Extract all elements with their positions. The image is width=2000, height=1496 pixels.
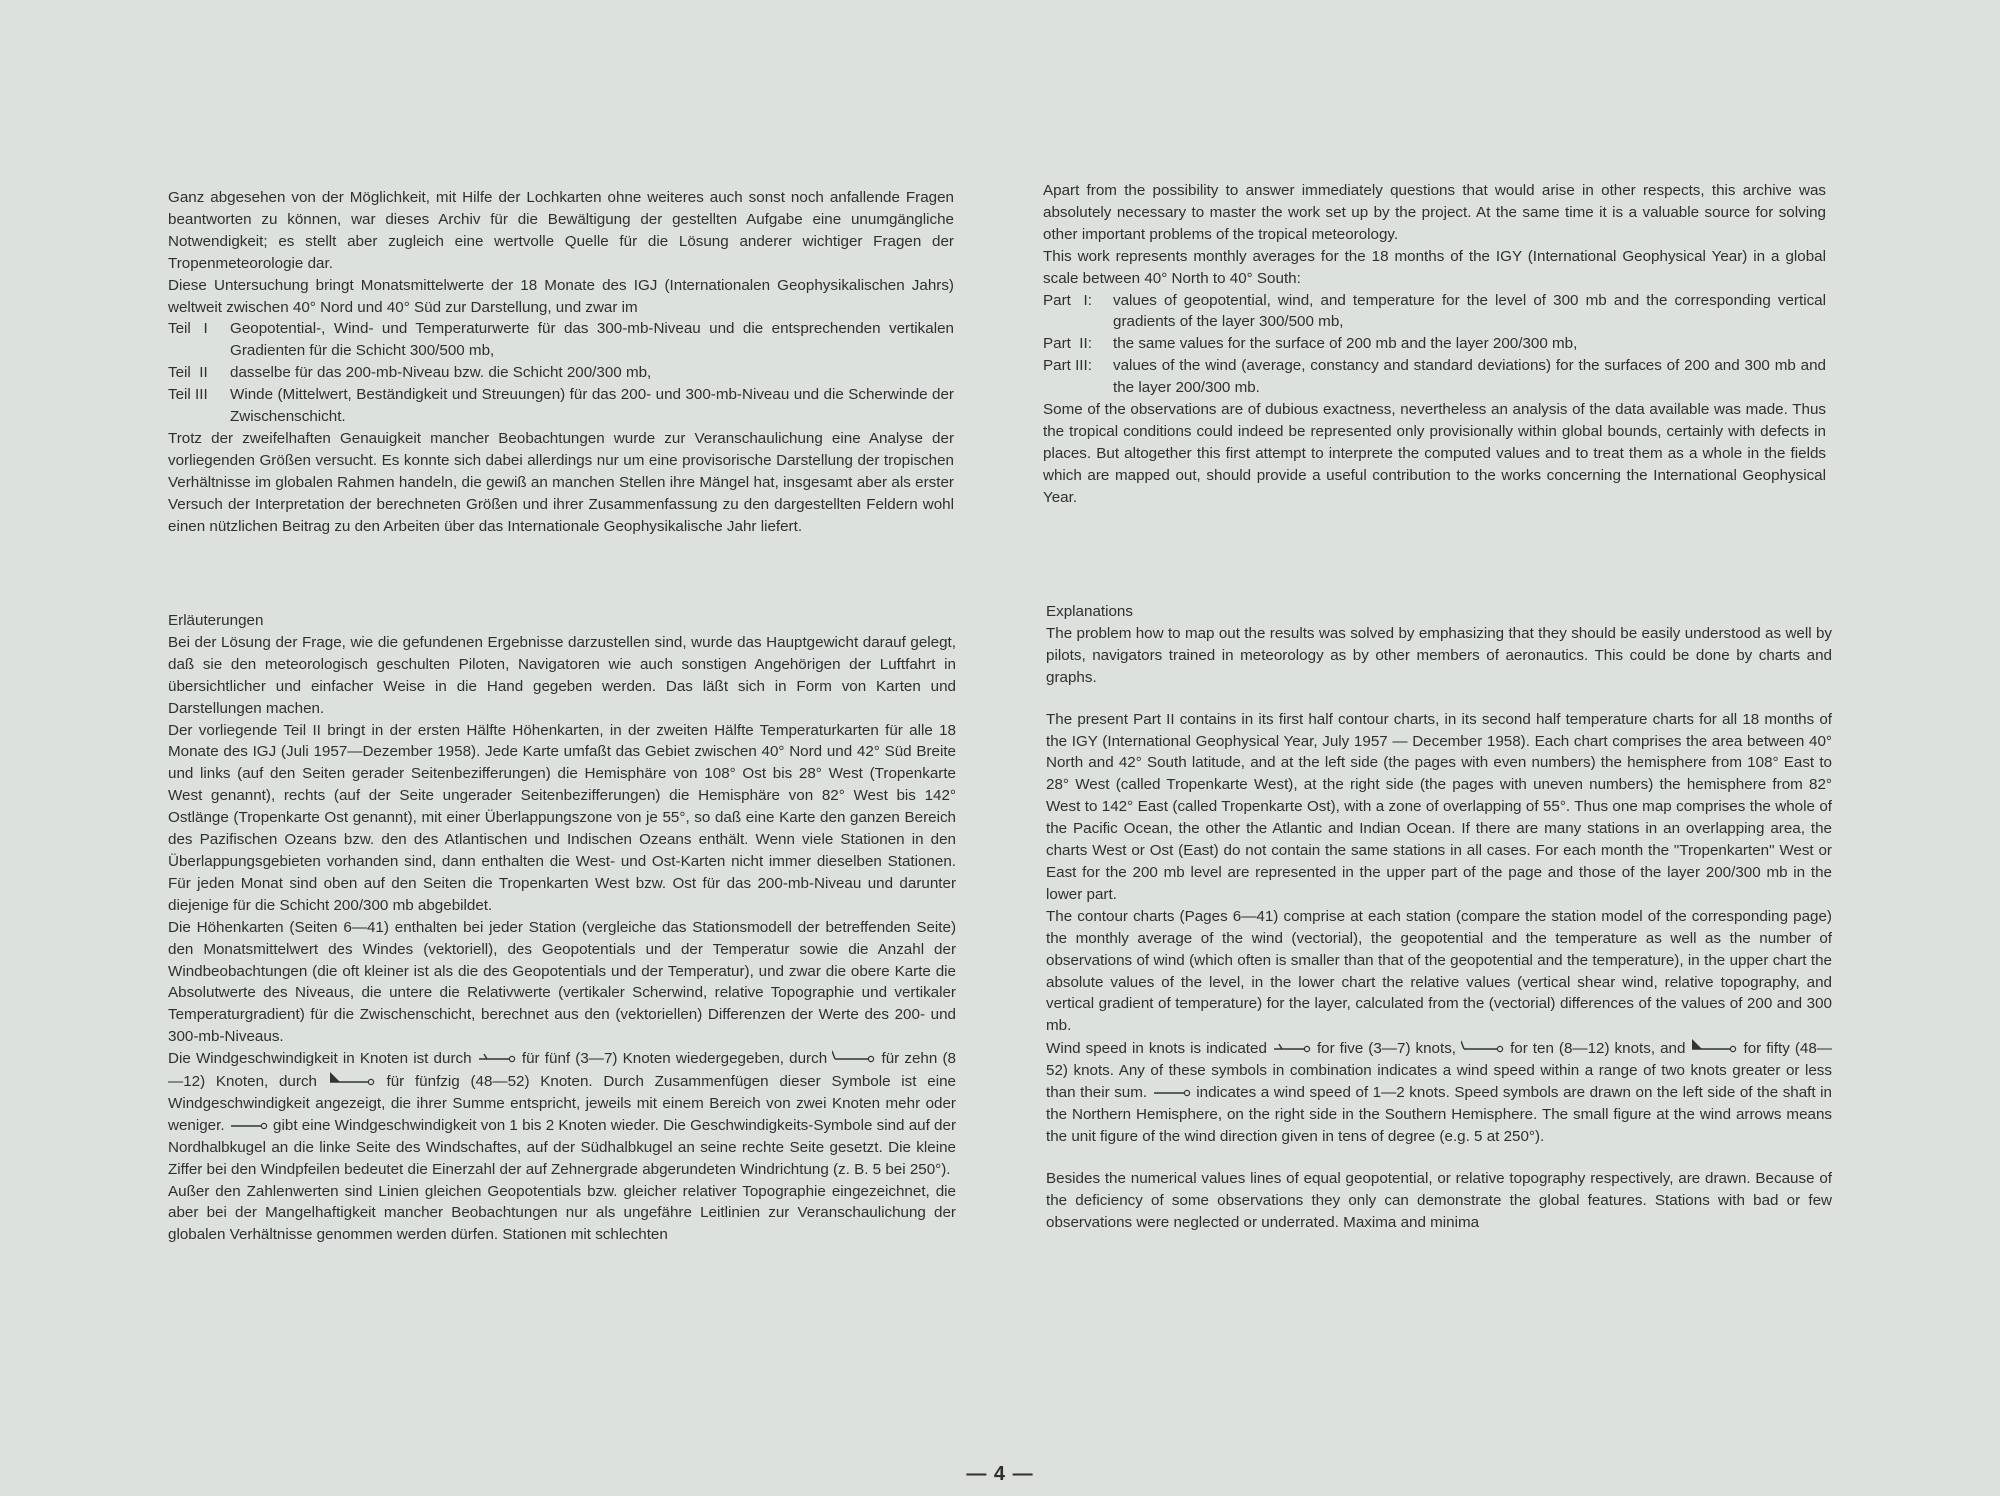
part-text: dasselbe für das 200-mb-Niveau bzw. die Schicht 200/300 mb, (230, 364, 652, 382)
wind-fifty-knots-icon (1690, 1037, 1738, 1053)
part-label: Part I: (1043, 291, 1092, 309)
german-final-paragraph: Außer den Zahlenwerten sind Linien gleichen Geopotentials bzw. gleicher relativer Topographie eingezeichnet, die aber bei der Mangelhaftigkeit mancher Beobachtungen nur als ungefähre Leitlinien zur Veranschaulichung der globalen Verhältnisse genommen werden dürfen. Stationen mit schlechten (168, 1182, 956, 1244)
wind-text: für fünfzig (48—52) Knoten. Durch Zusammenfügen dieser Symbole ist eine Windgeschwindigkeit angezeigt, die ihrer Summe entspricht, jeweils mit einem Bereich von zwei Knoten mehr oder weniger. (168, 1073, 956, 1134)
wind-text: for fifty (48—52) knots. Any of these symbols in combination indicates a wind speed within a range of two knots greater or less than their sum. (1046, 1040, 1832, 1102)
german-intro-paragraph: Ganz abgesehen von der Möglichkeit, mit Hilfe der Lochkarten ohne weiteres auch sonst noch anfallende Fragen beantworten zu können, war dieses Archiv für die Bewältigung der gestellten Aufgabe eine unumgängliche Notwendigkeit; es stellt aber zugleich eine wertvolle Quelle für die Lösung anderer wichtiger Fragen der Tropenmeteorologie dar. (168, 189, 954, 272)
wind-text: gibt eine Windgeschwindigkeit von 1 bis 2 Knoten wieder. Die Geschwindigkeits-Symbole sind auf der Nordhalbkugel an die linke Seite des Windschaftes, auf der Südhalbkugel an seine rechte Seite gesetzt. Die kleine Ziffer bei den Windpfeilen bedeutet die Einerzahl der auf Zehnergrade abgerundeten Windrichtung (z. B. 5 bei 250°). (168, 1116, 957, 1178)
english-explanation-paragraph: The present Part II contains in its first half contour charts, in its second half temperature charts for all 18 months of the IGY (International Geophysical Year, July 1957 — December 1958). Each chart comprises the area between 40° North and 42° South latitude, and at the left side (the pages with even numbers) the hemisphere from 108° East to 28° West (called Tropenkarte West), at the right side (the pages with uneven numbers) the hemisphere from 82° West to 142° East (called Tropenkarte Ost), with a zone of overlapping of 55°. Thus one map comprises the whole of the Pacific Ocean, the other the Atlantic and Indian Ocean. If there are many stations in an overlapping area, the charts West or Ost (East) do not contain the same stations in all cases. For each month the "Tropenkarten" West or East for the 200 mb level are represented in the upper part of the page and those of the layer 200/300 mb in the lower part. (1046, 710, 1832, 903)
german-closing-paragraph: Trotz der zweifelhaften Genauigkeit mancher Beobachtungen wurde zur Veranschaulichung eine Analyse der vorliegenden Größen versucht. Es konnte sich dabei allerdings nur um eine provisorische Darstellung der tropischen Verhältnisse im globalen Rahmen handeln, die gewiß an manchen Stellen ihre Mängel hat, insgesamt aber als erster Versuch der Interpretation der berechneten Größen und ihrer Zusammenfassung zu den dargestellten Feldern wohl einen nützlichen Beitrag zu den Arbeiten über das Internationale Geophysikalische Jahr liefert. (168, 429, 954, 535)
english-explanation-paragraph: The contour charts (Pages 6—41) comprise at each station (compare the station model of the corresponding page) the monthly average of the wind (vectorial), the geopotential and the temperature as well as the number of observations of wind (which often is smaller than that of the geopotential and the temperature), in the upper chart the absolute values of the level, in the lower chart the relative values (vertical shear wind, relative topography, and vertical gradient of temperature) for the layer, calculated from the (vectorial) differences of the values of 200 and 300 mb. (1046, 907, 1832, 1035)
part-text: Geopotential-, Wind- und Temperaturwerte für das 300-mb-Niveau und die entsprechenden vertikalen Gradienten für die Schicht 300/500 mb, (230, 320, 954, 360)
wind-five-knots-icon (1272, 1041, 1312, 1053)
german-part-item (168, 362, 954, 384)
german-explanations-block (168, 610, 956, 1246)
german-section-heading: Erläuterungen (168, 612, 264, 629)
wind-text: für zehn (8—12) Knoten, durch (168, 1050, 956, 1091)
english-part-item (1043, 355, 1826, 399)
wind-ten-knots-icon (832, 1049, 876, 1063)
wind-fifty-knots-icon (328, 1070, 376, 1086)
english-part-item (1043, 290, 1826, 334)
german-part-item (168, 384, 954, 428)
wind-text: Die Windgeschwindigkeit in Knoten ist durch (168, 1050, 472, 1068)
english-explanations-block (1046, 601, 1832, 1233)
english-wind-paragraph (1046, 1037, 1832, 1148)
english-intro-paragraph: Apart from the possibility to answer immediately questions that would arise in other respects, this archive was absolutely necessary to master the work set up by the project. At the same time it is a valuable source for solving other important problems of the tropical meteorology. (1043, 182, 1826, 243)
wind-five-knots-icon (477, 1051, 517, 1063)
part-label: Teil III (168, 386, 208, 404)
part-text: the same values for the surface of 200 mb and the layer 200/300 mb, (1113, 335, 1578, 353)
wind-text: indicates a wind speed of 1—2 knots. Speed symbols are drawn on the left side of the shaft in the Northern Hemisphere, on the right side in the Southern Hemisphere. The small figure at the wind arrows means the unit figure of the wind direction given in tens of degree (e.g. 5 at 250°). (1046, 1084, 1832, 1145)
english-intro-paragraph: This work represents monthly averages for the 18 months of the IGY (International Geophysical Year) in a global scale between 40° North to 40° South: (1043, 247, 1826, 287)
part-text: values of the wind (average, constancy and standard deviations) for the surfaces of 200 and 300 mb and the layer 200/300 mb. (1113, 357, 1826, 397)
part-label: Teil II (168, 364, 208, 382)
wind-ten-knots-icon (1461, 1039, 1505, 1053)
german-intro-block (168, 187, 954, 538)
english-intro-block (1043, 180, 1826, 509)
english-closing-paragraph: Some of the observations are of dubious exactness, nevertheless an analysis of the data available was made. Thus the tropical conditions could indeed be represented only provisionally within global bounds, certainly with defects in places. But altogether this first attempt to interprete the computed values and to treat them as a whole in the fields which are mapped out, should provide a useful contribution to the works concerning the International Geophysical Year. (1043, 401, 1826, 506)
german-wind-paragraph (168, 1048, 956, 1180)
english-section-heading: Explanations (1046, 603, 1133, 620)
part-text: values of geopotential, wind, and temperature for the level of 300 mb and the corresponding vertical gradients of the layer 300/500 mb, (1113, 291, 1826, 331)
wind-calm-icon (229, 1118, 269, 1130)
part-label: Part II: (1043, 335, 1092, 353)
german-explanation-paragraph: Der vorliegende Teil II bringt in der ersten Hälfte Höhenkarten, in der zweiten Hälfte Temperaturkarten für alle 18 Monate des IGJ (Juli 1957—Dezember 1958). Jede Karte umfaßt das Gebiet zwischen 40° Nord und 42° Süd Breite und links (auf den Seiten gerader Seitenbezifferungen) die Hemisphäre von 108° Ost bis 28° West (Tropenkarte West genannt), rechts (auf der Seite ungerader Seitenbezifferungen) die Hemisphäre von 82° West bis 142° Ostlänge (Tropenkarte Ost genannt), mit einer Überlappungszone von je 55°, so daß eine Karte den ganzen Bereich des Pazifischen Ozeans bzw. den des Atlantischen und Indischen Ozeans enthält. Wenn viele Stationen in den Überlappungsgebieten vorhanden sind, dann enthalten die West- und Ost-Karten nicht immer dieselben Stationen. Für jeden Monat sind oben auf den Seiten die Tropenkarten West bzw. Ost für das 200-mb-Niveau und darunter diejenige für die Schicht 200/300 mb abgebildet. (168, 721, 956, 914)
wind-text: Wind speed in knots is indicated (1046, 1040, 1267, 1058)
english-explanation-paragraph: The problem how to map out the results was solved by emphasizing that they should be easily understood as well by pilots, navigators trained in meteorology as by other members of aeronautics. This could be done by charts and graphs. (1046, 624, 1832, 686)
german-part-item (168, 318, 954, 362)
english-part-item (1043, 333, 1826, 355)
german-intro-paragraph: Diese Untersuchung bringt Monatsmittelwerte der 18 Monate des IGJ (Internationalen Geophysikalischen Jahrs) weltweit zwischen 40° Nord und 40° Süd zur Darstellung, und zwar im (168, 276, 954, 316)
part-label: Teil I (168, 320, 208, 338)
english-final-paragraph: Besides the numerical values lines of equal geopotential, or relative topography respectively, are drawn. Because of the deficiency of some observations they only can demonstrate the global features. Stations with bad or few observations were neglected or underrated. Maxima and minima (1046, 1169, 1832, 1231)
wind-calm-icon (1152, 1085, 1192, 1097)
wind-text: for ten (8—12) knots, and (1510, 1040, 1686, 1058)
german-explanation-paragraph: Die Höhenkarten (Seiten 6—41) enthalten bei jeder Station (vergleiche das Stationsmodell der betreffenden Seite) den Monatsmittelwert des Windes (vektoriell), des Geopotentials und der Temperatur sowie die Anzahl der Windbeobachtungen (die oft kleiner ist als die des Geopotentials und der Temperatur), und zwar die obere Karte die Absolutwerte des Niveaus, die untere die Relativwerte (vertikaler Scherwind, relative Topographie und vertikaler Temperaturgradient) für die Zwischenschicht, berechnet aus den (vektoriellen) Differenzen der Werte des 200- und 300-mb-Niveaus. (168, 918, 956, 1046)
wind-text: for five (3—7) knots, (1316, 1040, 1457, 1058)
german-explanation-paragraph: Bei der Lösung der Frage, wie die gefundenen Ergebnisse darzustellen sind, wurde das Hauptgewicht darauf gelegt, daß sie den meteorologisch geschulten Piloten, Navigatoren wie auch sonstigen Angehörigen der Luftfahrt in übersichtlicher und einfacher Weise in die Hand gegeben werden. Das läßt sich in Form von Karten und Darstellungen machen. (168, 633, 956, 717)
part-text: Winde (Mittelwert, Beständigkeit und Streuungen) für das 200- und 300-mb-Niveau und die Scherwinde der Zwischenschicht. (230, 386, 954, 426)
page-number: — 4 — (966, 1463, 1034, 1485)
part-label: Part III: (1043, 357, 1092, 375)
wind-text: für fünf (3—7) Knoten wiedergegeben, durch (521, 1050, 828, 1068)
